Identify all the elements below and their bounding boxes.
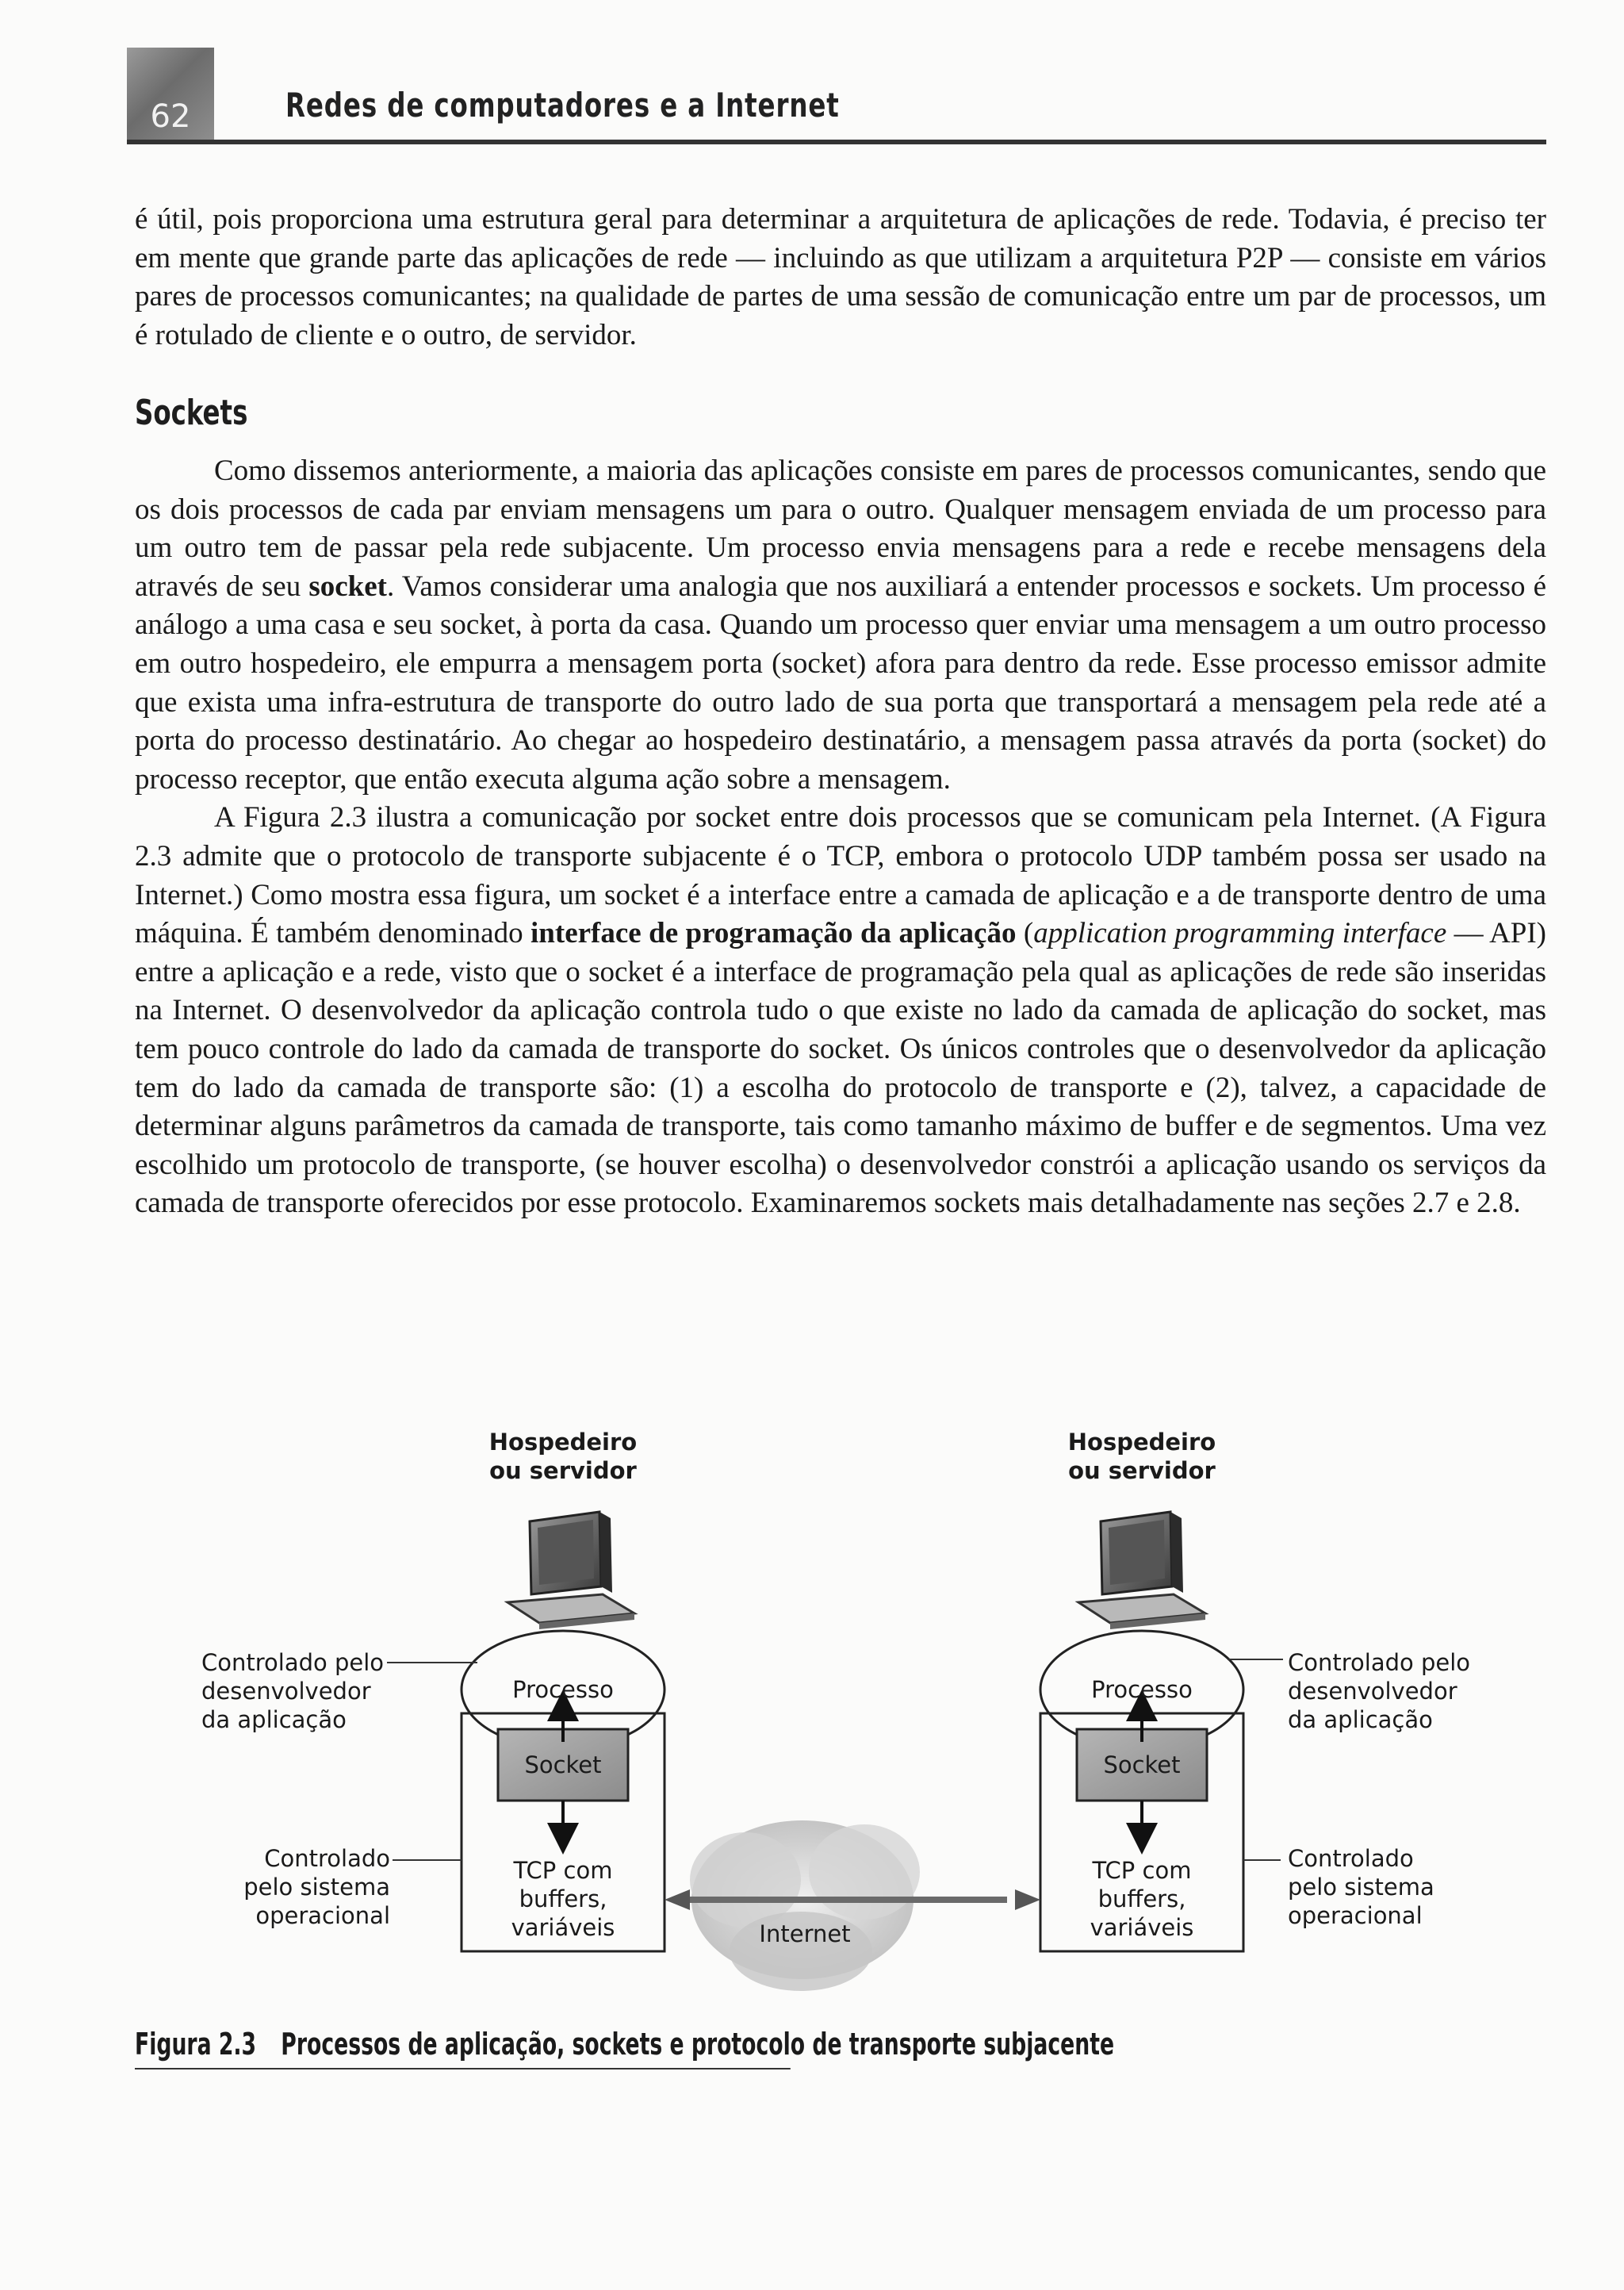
os-control-left-line2: pelo sistema (243, 1874, 390, 1901)
figure-caption (135, 2027, 1115, 2069)
p1-keyword-socket: socket (308, 570, 388, 603)
dev-control-right-line3: da aplicação (1288, 1706, 1433, 1733)
tcp-label-right-line2: buffers, (1097, 1885, 1186, 1912)
os-control-label-left (214, 1844, 390, 1930)
intro-paragraph: é útil, pois proporciona uma estrutura geral para determinar a arquitetura de aplicações de rede. Todavia, é preciso ter em mente que grande parte das aplicações de rede — incluindo as que utilizam a arquitetura P2P — consiste em vários pares de processos comunicantes; na qualidade de partes de uma sessão de comunicação entre um par de processos, um é rotulado de cliente e o outro, de servidor. (135, 203, 1546, 351)
figure-caption-label: Figura 2.3 (135, 2027, 257, 2062)
host-label-left-line2: ou servidor (489, 1457, 637, 1484)
computer-icon (508, 1512, 634, 1629)
p1-text-a: Como dissemos anteriormente, a maioria das aplicações consiste em pares de processos comunicantes, sendo que os dois processos de cada par enviam mensagens um para o outro. Qualquer mensagem enviada de um processo para um outro tem de passar pela rede subjacente. Um processo envia mensagens para a rede e recebe mensagens dela através de seu (135, 455, 1546, 603)
internet-label: Internet (759, 1920, 851, 1947)
tcp-label-right (1071, 1856, 1213, 1942)
os-control-left-line1: Controlado (264, 1845, 390, 1872)
dev-control-right-line1: Controlado pelo (1288, 1649, 1471, 1676)
dev-control-left-line1: Controlado pelo (201, 1649, 385, 1676)
os-control-left-line3: operacional (255, 1902, 390, 1929)
host-label-right-line1: Hospedeiro (1067, 1429, 1216, 1456)
figure-caption-text: Processos de aplicação, sockets e protocolo de transporte subjacente (281, 2027, 1115, 2062)
tcp-label-right-line1: TCP com (1092, 1857, 1192, 1884)
host-label-right (1047, 1428, 1237, 1485)
dev-control-left-line3: da aplicação (201, 1706, 347, 1733)
p2-italic-api: application programming interface (1033, 917, 1447, 950)
tcp-label-left-line1: TCP com (513, 1857, 613, 1884)
host-label-right-line2: ou servidor (1068, 1457, 1216, 1484)
p2-text-c: — API) entre a aplicação e a rede, visto que o socket é a interface de programação pela qual as aplicações de rede são inseridas na Internet. O desenvolvedor da aplicação controla tudo o que existe no lado da camada de aplicação do socket, mas tem pouco controle do lado da camada de transporte do socket. Os únicos controles que o desenvolvedor da aplicação tem do lado da camada de transporte são: (1) a escolha do protocolo de transporte e (2), talvez, a capacidade de determinar alguns parâmetros da camada de transporte, tais como tamanho máximo de buffer e de segmentos. Uma vez escolhido um protocolo de transporte, (se houver escolha) o desenvolvedor constrói a aplicação usando os serviços da camada de transporte oferecidos por esse protocolo. Examinaremos sockets mais detalhadamente nas seções 2.7 e 2.8. (135, 917, 1547, 1220)
socket-label-right: Socket (1103, 1751, 1181, 1778)
dev-control-label-right (1288, 1648, 1494, 1734)
dev-control-right-line2: desenvolvedor (1288, 1678, 1457, 1705)
page-number: 62 (127, 48, 214, 140)
p1-text-b: . Vamos considerar uma analogia que nos auxiliará a entender processos e sockets. Um processo é análogo a uma casa e seu socket, à porta da casa. Quando um processo quer enviar uma mensagem a um outro processo em outro hospedeiro, ele empurra a mensagem porta (socket) afora para dentro da rede. Esse processo emissor admite que exista uma infra-estrutura de transporte do outro lado de sua porta que transportará a mensagem pela rede até a porta do processo destinatário. Ao chegar ao hospedeiro destinatário, a mensagem passa através da porta (socket) do processo receptor, que então executa alguma ação sobre a mensagem. (135, 570, 1546, 796)
os-control-right-line2: pelo sistema (1288, 1874, 1434, 1901)
tcp-label-left-line2: buffers, (519, 1885, 607, 1912)
host-label-left (468, 1428, 658, 1485)
dev-control-label-left (201, 1648, 392, 1734)
process-label-right: Processo (1091, 1676, 1193, 1703)
p2-keyword-api: interface de programação da aplicação (530, 917, 1017, 950)
tcp-label-left-line3: variáveis (511, 1914, 615, 1941)
os-control-right-line3: operacional (1288, 1902, 1423, 1929)
p2-text-b: ( (1016, 917, 1034, 950)
host-label-left-line1: Hospedeiro (488, 1429, 638, 1456)
p2-text-a: A Figura 2.3 ilustra a comunicação por socket entre dois processos que se comunicam pela Internet. (A Figura 2.3 admite que o protocolo de transporte subjacente é o TCP, embora o protocolo UDP também possa ser usado na Internet.) Como mostra essa figura, um socket é a interface entre a camada de aplicação e a de transporte dentro de uma máquina. É também denominado (135, 801, 1546, 950)
os-control-right-line1: Controlado (1288, 1845, 1414, 1872)
section-title: Sockets (135, 393, 248, 433)
dev-control-left-line2: desenvolvedor (201, 1678, 371, 1705)
os-control-label-right (1288, 1844, 1478, 1930)
tcp-label-left (492, 1856, 634, 1942)
internet-cloud (690, 1820, 920, 1991)
socket-label-left: Socket (524, 1751, 602, 1778)
computer-icon (1078, 1512, 1205, 1629)
process-label-left: Processo (512, 1676, 614, 1703)
running-head: Redes de computadores e a Internet (285, 86, 840, 125)
tcp-label-right-line3: variáveis (1090, 1914, 1194, 1941)
